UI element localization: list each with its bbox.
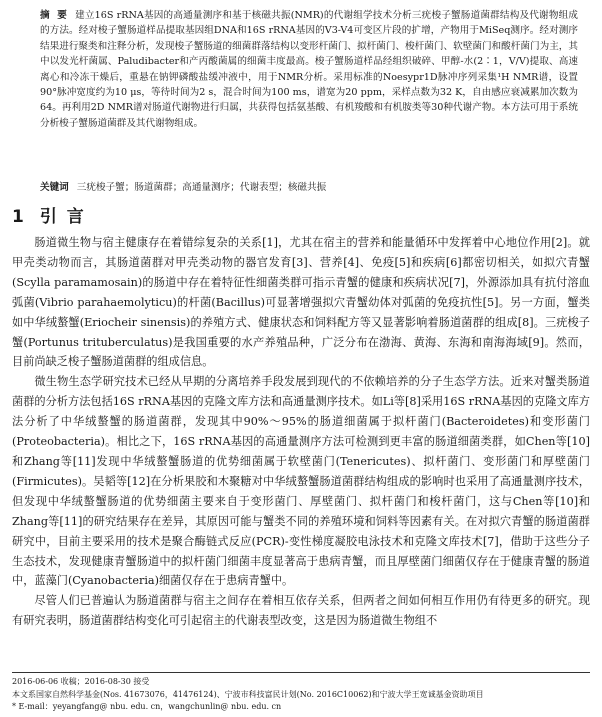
body-text xyxy=(12,233,590,631)
keywords-block xyxy=(40,180,578,195)
footnotes xyxy=(12,672,590,714)
footnote-funding: 本文系国家自然科学基金(Nos. 41673076，41476124)、宁波市科技富民计划(No. 2016C10062)和宁波大学王宽诚基金资助项目 xyxy=(12,689,484,699)
abstract-text: 建立16S rRNA基因的高通量测序和基于核磁共振(NMR)的代谢组学技术分析三疣梭子蟹肠道菌群结构及代谢物组成的方法。经对梭子蟹肠道样品提取基因组DNA和16S rRNA基因的V3-V4可变区片段的扩增，产物用于MiSeq测序。经对测序结果进行聚类和注释分析，发现梭子蟹肠道的细菌群落结构以变形杆菌门、拟杆菌门、梭杆菌门、软壁菌门和酸杆菌门为主，其中以发光杆菌属、Paludibacter和产丙酸菌属的细菌丰度最高。梭子蟹肠道样品经组织破碎、甲醇-水(2∶1，V/V)提取、高速离心和冷冻干燥后，重悬在钠钾磷酸盐缓冲液中，用于NMR分析。采用标准的Noesypr1D脉冲序列采集¹H NMR谱，设置90°脉冲宽度约为10 μs，等待时间为2 s，混合时间为100 ms，谱宽为20 ppm，采样点数为32 K，自由感应衰减累加次数为64。再利用2D NMR谱对肠道代谢物进行归属，共获得包括氨基酸、有机羧酸和有机胺类等30种代谢产物。本方法可用于系统分析梭子蟹肠道菌群及其代谢物组成。 xyxy=(40,10,578,129)
paragraph: 微生物生态学研究技术已经从早期的分离培养手段发展到现代的不依赖培养的分子生态学方法。近来对蟹类肠道菌群的分析方法包括16S rRNA基因的克隆文库方法和高通量测序技术。如Li等[8]采用16S rRNA基因的克隆文库方法分析了中华绒螯蟹的肠道菌群，发现其中90%～95%的肠道细菌属于拟杆菌门(Bacteroidetes)和变形菌门(Proteobacteria)。相比之下，16S rRNA基因的高通量测序方法可检测到更丰富的肠道细菌类群，如Chen等[10]和Zhang等[11]发现中华绒螯蟹肠道的优势细菌属于软壁菌门(Tenericutes)、拟杆菌门、变形菌门和厚壁菌门(Firmicutes)。吴韬等[12]在分析果胶和木聚糖对中华绒螯蟹肠道菌群结构组成的影响时也采用了高通量测序技术，但发现中华绒螯蟹肠道的优势细菌主要来自于变形菌门、厚壁菌门、拟杆菌门和梭杆菌门，这与Chen等[10]和Zhang等[11]的研究结果存在差异，其原因可能与蟹类不同的养殖环境和饲料等因素有关。在对拟穴青蟹的肠道菌群研究中，目前主要采用的技术是聚合酶链式反应(PCR)-变性梯度凝胶电泳技术和克隆文库技术[7]，借助于这些分子生态技术，发现健康青蟹肠道中的拟杆菌门细菌丰度显著高于患病青蟹，而且厚壁菌门细菌仅存在于健康青蟹的肠道中，蓝藻门(Cyanobacteria)细菌仅存在于患病青蟹中。 xyxy=(12,375,590,588)
section-title: 引 言 xyxy=(39,207,86,227)
paragraph: 尽管人们已普遍认为肠道菌群与宿主之间存在着相互依存关系，但两者之间如何相互作用仍有待更多的研究。现有研究表明，肠道菌群结构变化可引起宿主的代谢表型改变，这是因为肠道微生物组不 xyxy=(12,594,590,628)
abstract-block xyxy=(40,8,578,131)
footnote-received: 2016-06-06 收稿；2016-08-30 接受 xyxy=(12,677,150,686)
keywords-label: 关键词 xyxy=(40,182,69,193)
footnote-email: * E-mail：yeyangfang@ nbu. edu. cn，wangchunlin@ nbu. edu. cn xyxy=(12,702,282,711)
abstract-label: 摘 要 xyxy=(40,10,70,21)
keywords-text: 三疣梭子蟹；肠道菌群；高通量测序；代谢表型；核磁共振 xyxy=(76,182,327,193)
paragraph: 肠道微生物与宿主健康存在着错综复杂的关系[1]，尤其在宿主的营养和能量循环中发挥着中心地位作用[2]。就甲壳类动物而言，其肠道菌群对甲壳类动物的器官发育[3]、营养[4]、免疫[5]和疾病[6]都密切相关，如拟穴青蟹(Scylla paramamosain)的肠道中存在着特征性细菌类群可指示青蟹的健康和疾病状况[7]，外源添加具有抗付溶血弧菌(Vibrio parahaemolyticu)的杆菌(Bacillus)可显著增强拟穴青蟹幼体对弧菌的免疫抗性[5]。另一方面，蟹类如中华绒螯蟹(Eriocheir sinensis)的养殖方式、健康状态和饲料配方等又显著影响着肠道菌群的组成[8]。三疣梭子蟹(Portunus trituberculatus)是我国重要的水产养殖品种，广泛分布在渤海、黄海、东海和南海海域[9]。然而，目前尚缺乏梭子蟹肠道菌群的组成信息。 xyxy=(12,236,590,369)
section-number: 1 xyxy=(12,207,26,227)
section-heading xyxy=(12,202,86,227)
